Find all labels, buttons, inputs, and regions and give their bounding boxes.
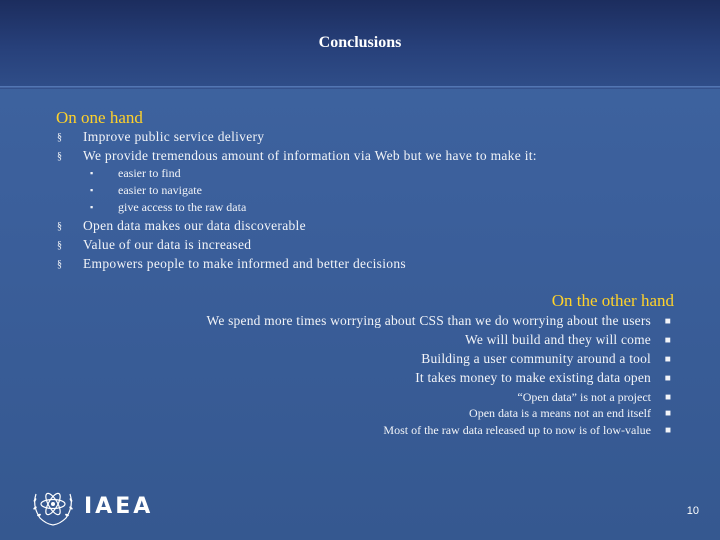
left-bullet-item: § We provide tremendous amount of information via Web but we have to make it: <box>57 148 537 163</box>
square-bullet-icon: § <box>57 221 63 232</box>
left-bullet-item: § Value of our data is increased <box>57 237 252 252</box>
small-square-bullet-icon: ▪ <box>90 168 94 178</box>
right-section-heading: On the other hand <box>551 291 674 310</box>
square-bullet-icon: ■ <box>664 408 671 419</box>
small-square-bullet-icon: ▪ <box>90 202 94 212</box>
iaea-logo <box>30 484 153 528</box>
right-bullet-item: Most of the raw data released up to now is of low-value ■ <box>383 423 671 437</box>
square-bullet-icon: § <box>57 259 63 270</box>
square-bullet-icon: ■ <box>664 372 671 384</box>
left-bullet-item: § Improve public service delivery <box>57 129 265 144</box>
square-bullet-icon: ■ <box>664 392 671 403</box>
left-sub-bullet-item: ▪ easier to navigate <box>90 183 202 197</box>
small-square-bullet-icon: ▪ <box>90 185 94 195</box>
right-bullet-item: Building a user community around a tool ■ <box>421 351 671 366</box>
logo-wordmark: IAEA <box>84 493 154 519</box>
left-section-heading: On one hand <box>56 108 143 127</box>
page-number: 10 <box>686 505 699 517</box>
right-bullet-item: We spend more times worrying about CSS than we do worrying about the users ■ <box>206 313 671 328</box>
square-bullet-icon: ■ <box>664 334 671 346</box>
right-bullet-item: Open data is a means not an end itself ■ <box>469 406 671 420</box>
left-bullet-item: § Open data makes our data discoverable <box>57 218 306 233</box>
left-bullet-item: § Empowers people to make informed and better decisions <box>57 256 406 271</box>
right-bullet-item: It takes money to make existing data open ■ <box>415 370 671 385</box>
square-bullet-icon: § <box>57 132 63 143</box>
page-title: Conclusions <box>318 34 402 51</box>
square-bullet-icon: ■ <box>664 353 671 365</box>
iaea-atom-olive-wreath-icon <box>30 484 76 528</box>
header-divider <box>0 86 720 89</box>
right-bullet-item: We will build and they will come ■ <box>464 332 671 347</box>
square-bullet-icon: ■ <box>664 425 671 436</box>
square-bullet-icon: § <box>57 240 63 251</box>
left-sub-bullet-item: ▪ easier to find <box>90 166 181 180</box>
square-bullet-icon: ■ <box>664 315 671 327</box>
square-bullet-icon: § <box>57 151 63 162</box>
right-bullet-item: “Open data” is not a project ■ <box>517 390 671 404</box>
left-sub-bullet-item: ▪ give access to the raw data <box>90 200 247 214</box>
